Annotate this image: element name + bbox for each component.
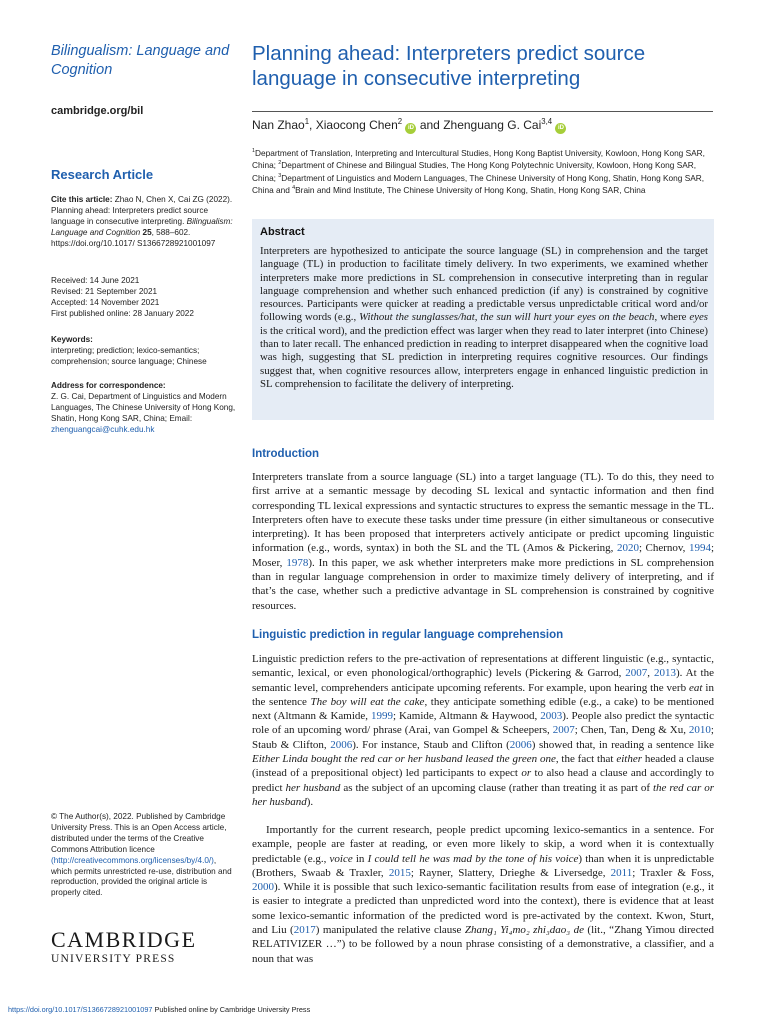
date-published: First published online: 28 January 2022 xyxy=(51,308,194,318)
italic-text: Either Linda bought the red car or her husband leased the green one xyxy=(252,753,556,766)
body-text: , the fact that xyxy=(555,753,617,766)
author-1: Nan Zhao xyxy=(252,118,305,132)
section-heading-introduction: Introduction xyxy=(252,448,320,460)
body-text: ; Staub & Clifton, xyxy=(252,724,714,751)
body-text: , they anticipate something edible (e.g., a cake) to be mentioned next (Altmann & Kamide, xyxy=(252,695,714,723)
citation-link[interactable]: 2013 xyxy=(653,667,676,680)
italic-text: I could tell he was mad by the tone of his voice xyxy=(367,852,579,865)
body-text: ) than when it is unpredictable (Brothers, Swaab & Traxler, xyxy=(252,852,715,879)
body-text: , xyxy=(647,667,654,680)
affil-text: Department of Linguistics and Modern Languages, The Chinese University of Hong Kong, Shatin, Hong Kong SAR, China and xyxy=(252,172,705,195)
body-text: as the subject of an upcoming clause (rather than treating it as part of xyxy=(340,781,653,794)
citation-volume: 25 xyxy=(142,227,152,237)
paper-title: Planning ahead: Interpreters predict source language in consecutive interpreting xyxy=(252,42,646,90)
correspondence-label: Address for correspondence: xyxy=(51,381,166,390)
body-text: ). For instance, Staub and Clifton ( xyxy=(352,738,510,751)
linguistic-prediction-paragraph-2 xyxy=(252,823,714,966)
orcid-icon[interactable]: iD xyxy=(405,123,416,134)
citation-link[interactable]: 1999 xyxy=(370,710,393,723)
body-text: in the sentence xyxy=(252,681,714,708)
journal-url[interactable]: cambridge.org/bil xyxy=(51,105,144,117)
body-text: ; Traxler & Foss, xyxy=(632,866,714,879)
citation-link[interactable]: 2011 xyxy=(610,866,633,879)
footer-text: Published online by Cambridge University Press xyxy=(152,1005,311,1014)
license-block xyxy=(51,812,236,899)
italic-text: voice xyxy=(329,852,353,865)
citation-link[interactable]: 2020 xyxy=(616,542,639,555)
linguistic-prediction-paragraph-1 xyxy=(252,652,714,809)
affil-marker: 2 xyxy=(278,160,282,167)
article-type-heading: Research Article xyxy=(51,167,154,182)
affil-text: Department of Chinese and Bilingual Studies, The Hong Kong Polytechnic University, Kowloon, Hong Kong SAR, China; xyxy=(252,160,697,183)
citation-block xyxy=(51,195,236,250)
citation-link[interactable]: 2010 xyxy=(688,724,711,737)
license-link[interactable]: (http://creativecommons.org/licenses/by/4.0/) xyxy=(51,855,214,865)
italic-text: the red car or her husband xyxy=(252,781,714,808)
author-3: Zhenguang G. Cai xyxy=(443,118,542,132)
abstract-text: Interpreters are hypothesized to anticipate the source language (SL) in comprehension and the target language (TL) in production to facilitate timely delivery. In two experiments, we examined whether interpreters make more predictions in SL comprehension in consecutive interpreting than in regular language comprehension and whether such enhanced prediction (if any) is constrained by cognitive resources. Participants were quicker at reading a predictable versus unpredictable critical word and/or following words (e.g., Without the sunglasses/hat, the sun will hurt your eyes on the beach, where eyes is the critical word), and the prediction effect was larger when they read to later interpret (into Chinese) than to later recall. The enhanced prediction in reading to interpret disappeared when the cognitive load was high, suggesting that SL prediction in interpreting requires cognitive resources. Our findings suggest that, when cognitive resources allow, interpreters engage in enhanced linguistic prediction in SL comprehension to facilitate the delivery of interpreting. xyxy=(260,245,709,390)
citation-pages-doi: , 588–602. https://doi.org/10.1017/ S1366728921001097 xyxy=(51,227,216,248)
page-footer xyxy=(8,1005,310,1014)
italic-text: eat xyxy=(689,681,703,694)
italic-text: or xyxy=(521,767,532,780)
body-text: to also head a clause and accordingly to predict xyxy=(252,767,714,794)
body-text: ). People also predict the syntactic role of an upcoming word/ phrase (Arai, van Gompel & Scheepers, xyxy=(252,710,714,737)
publisher-logo xyxy=(51,929,241,965)
keywords-text: interpreting; prediction; lexico-semantics; comprehension; source language; Chinese xyxy=(51,345,207,366)
date-received: Received: 14 June 2021 xyxy=(51,276,140,285)
author-2-affil: 2 xyxy=(397,117,403,126)
citation-text: Zhao N, Chen X, Cai ZG (2022). Planning ahead: Interpreters predict source language in consecutive interpreting. xyxy=(51,195,233,226)
citation-link[interactable]: 2015 xyxy=(388,866,411,879)
affil-marker: 1 xyxy=(252,148,255,155)
body-text: ). While it is possible that such lexico-semantic facilitation results from ease of integration (e.g., it is easier to integrate a predicted than unpredicted word into the context), there is evidence that at least some lexico-semantic information of the predicted word is pre-activated by the context. Kwon, Sturt, and Liu ( xyxy=(252,881,714,937)
body-text: headed a clause (instead of a prepositional object) led participants to expect xyxy=(252,753,715,780)
body-text: ) manipulated the relative clause xyxy=(315,924,465,937)
license-text-2: , which permits unrestricted re-use, distribution and reproduction, provided the original article is properly cited. xyxy=(51,855,232,898)
affil-text: Brain and Mind Institute, The Chinese University of Hong Kong, Shatin, Hong Kong SAR, China xyxy=(295,184,646,195)
author-and: and xyxy=(419,118,440,132)
italic-text: Zhang₁ Yi₄mo₂ zhi₃dao₃ de xyxy=(464,924,584,937)
publisher-logo-line2: UNIVERSITY PRESS xyxy=(51,953,176,965)
affil-marker: 4 xyxy=(292,185,296,192)
body-text: ). At the semantic level, comprehenders anticipate upcoming referents. For example, upon hearing the verb xyxy=(252,667,714,694)
abstract-box xyxy=(252,219,714,420)
body-text: ; Chen, Tan, Deng & Xu, xyxy=(574,724,689,737)
author-1-affil: 1 xyxy=(304,117,310,126)
abstract-heading: Abstract xyxy=(260,226,305,238)
author-2: Xiaocong Chen xyxy=(315,118,398,132)
section-heading-linguistic-prediction: Linguistic prediction in regular language comprehension xyxy=(252,629,564,641)
date-accepted: Accepted: 14 November 2021 xyxy=(51,297,160,307)
citation-link[interactable]: 2000 xyxy=(252,881,274,894)
italic-text: The boy will eat the cake xyxy=(310,695,425,708)
email-link[interactable]: zhenguangcai@cuhk.edu.hk xyxy=(51,424,155,434)
citation-link[interactable]: 1994 xyxy=(688,542,711,555)
citation-link[interactable]: 2006 xyxy=(330,738,353,751)
citation-link[interactable]: 2007 xyxy=(625,667,648,680)
citation-link[interactable]: 1978 xyxy=(286,556,309,569)
italic-text: her husband xyxy=(285,781,341,794)
title-divider xyxy=(252,111,713,112)
dates-block xyxy=(51,276,236,320)
affiliations xyxy=(252,147,714,196)
correspondence-block xyxy=(51,381,236,436)
orcid-icon[interactable]: iD xyxy=(555,123,566,134)
citation-journal: Bilingualism: Language and Cognition xyxy=(51,216,233,237)
license-text: © The Author(s), 2022. Published by Cambridge University Press. This is an Open Access article, distributed under the terms of the Creative Commons Attribution licence xyxy=(51,812,227,854)
body-text: ; Kamide, Altmann & Haywood, xyxy=(392,710,541,723)
publisher-logo-line1: CAMBRIDGE xyxy=(51,927,197,952)
citation-link[interactable]: 2003 xyxy=(540,710,563,723)
body-text: Importantly for the current research, people predict upcoming lexico-semantics in a sentence. For example, people are faster at reading, or even more likely to skip, a word when it is contextually predictable (e.g., xyxy=(252,824,714,865)
italic-text: either xyxy=(616,753,642,766)
keywords-label: Keywords: xyxy=(51,335,93,344)
date-revised: Revised: 21 September 2021 xyxy=(51,286,158,296)
introduction-paragraph: Interpreters translate from a source language (SL) into a target language (TL). To do this, they need to first arrive at a semantic message by decoding SL lexical and syntactic information and then find corresponding TL lexical expressions and syntactic structures to express the semantic message in the TL. Interpreters often have to execute these tasks under time pressure (in either simultaneous or consecutive interpreting). It has been proposed that interpreters actively anticipate or predict upcoming linguistic information (e.g., words, syntax) in both the SL and the TL (Amos & Pickering, 2020; Chernov, 1994; Moser, 1978). In this paper, we ask whether interpreters make more predictions in SL comprehension than in regular language comprehension in order to maximize timely delivery of interpreting, and if that’s the case, whether such a predictive advantage in SL comprehension is constrained by cognitive resources. xyxy=(252,471,714,612)
email-label: Email: xyxy=(169,413,193,423)
body-text: ) showed that, in reading a sentence like xyxy=(531,738,714,751)
body-text: ; Rayner, Slattery, Drieghe & Liversedge, xyxy=(410,866,611,879)
author-3-affil: 3,4 xyxy=(541,117,553,126)
citation-label: Cite this article: xyxy=(51,195,113,204)
affil-marker: 3 xyxy=(278,172,282,179)
body-text: Linguistic prediction refers to the pre-activation of representations at different linguistic (e.g., syntactic, semantic, lexical, or even phonological/orthographic) levels (Pickering & Garrod, xyxy=(252,653,714,680)
affil-text: Department of Translation, Interpreting and Intercultural Studies, Hong Kong Baptist University, Kowloon, Hong Kong SAR, China; xyxy=(252,148,705,171)
body-text: in xyxy=(352,852,368,865)
correspondence-text: Z. G. Cai, Department of Linguistics and Modern Languages, The Chinese University of Hong Kong, Shatin, Hong Kong SAR, China; xyxy=(51,391,236,423)
journal-name[interactable]: Bilingualism: Language and Cognition xyxy=(51,43,230,78)
citation-link[interactable]: 2017 xyxy=(293,924,316,937)
body-text: ). xyxy=(306,795,314,808)
footer-doi-link[interactable]: https://doi.org/10.1017/S1366728921001097 xyxy=(8,1005,153,1014)
citation-link[interactable]: 2007 xyxy=(552,724,575,737)
citation-link[interactable]: 2006 xyxy=(509,738,532,751)
keywords-block xyxy=(51,335,236,368)
author-line: Nan Zhao$^1$, Xiaocong Chen$^2$ iD and Zhenguang G. Cai$^{3,4}$ iD xyxy=(252,118,566,134)
body-text: (lit., “Zhang Yimou directed RELATIVIZER …”) to be followed by a noun phrase consisting of a demonstrative, a classifier, and a noun that was xyxy=(252,924,715,965)
